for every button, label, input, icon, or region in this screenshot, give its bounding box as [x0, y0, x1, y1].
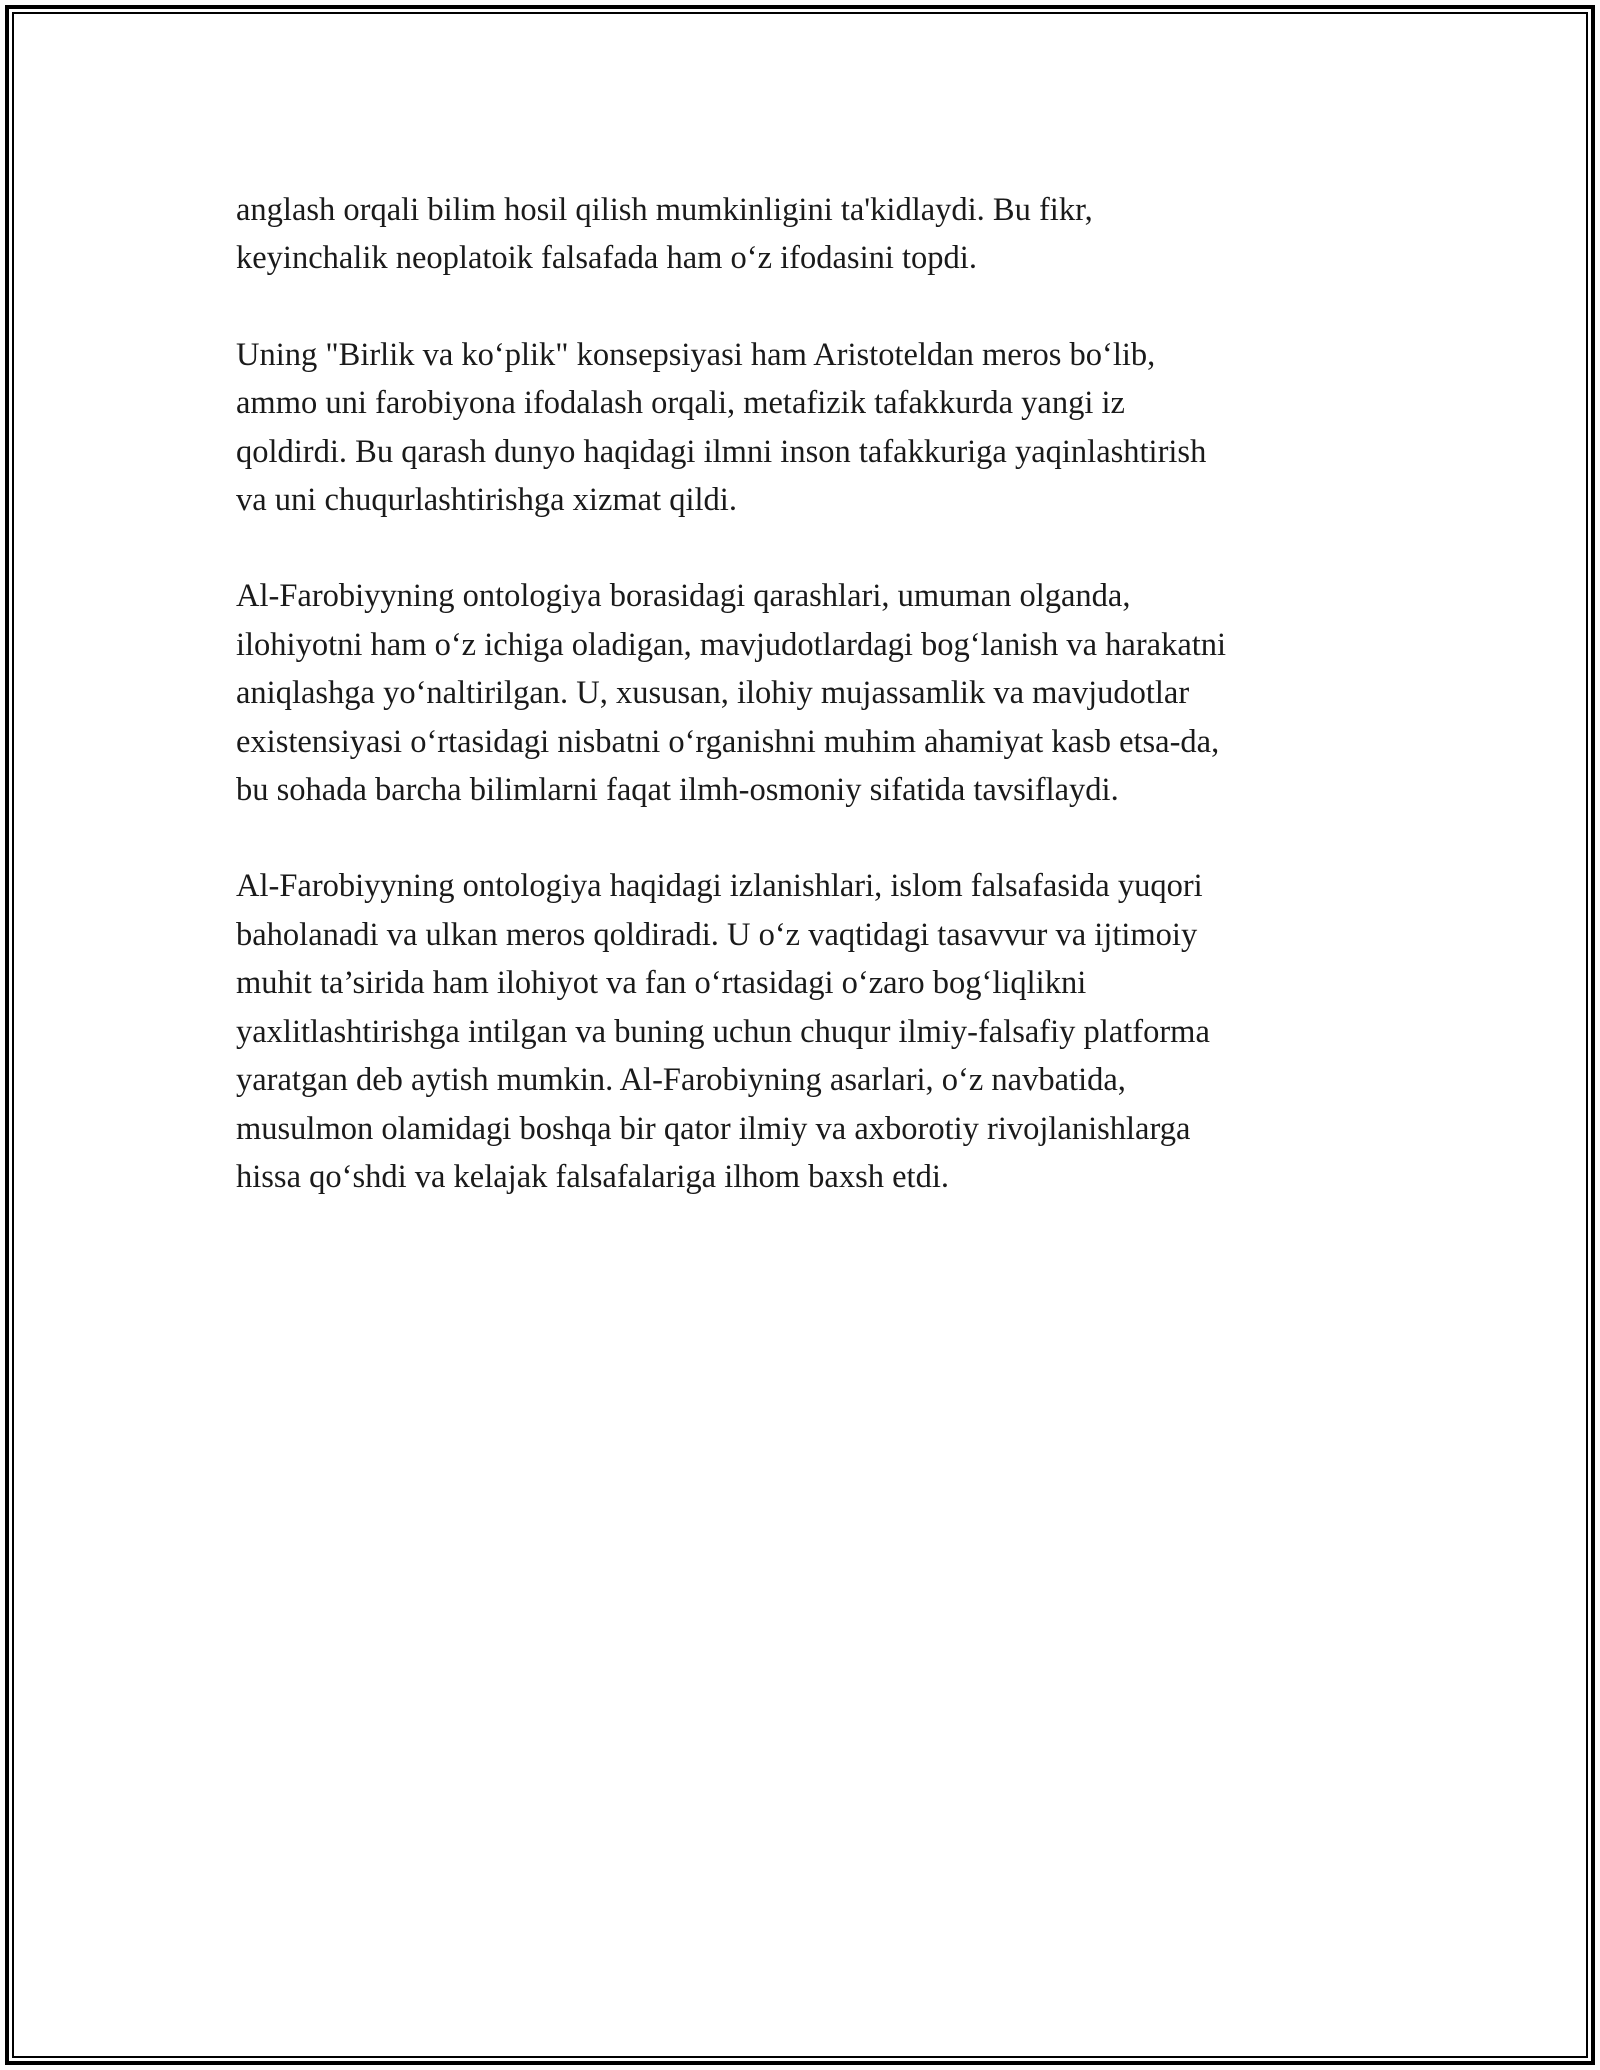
paragraph-1: anglash orqali bilim hosil qilish mumkinligini ta'kidlaydi. Bu fikr, keyinchalik neoplatoik falsafada ham oʻz ifodasini topdi. — [236, 192, 1093, 277]
document-body — [236, 186, 1376, 1249]
paragraph-3: Al-Farobiyyning ontologiya borasidagi qarashlari, umuman olganda, ilohiyotni ham oʻz ichiga oladigan, mavjudotlardagi bogʻlanish va harakatni aniqlashga yoʻnaltirilgan. U, xususan, ilohiy mujassamlik va mavjudotlar existensiyasi oʻrtasidagi nisbatni oʻrganishni muhim ahamiyat kasb etsa-da, bu sohada barcha bilimlarni faqat ilmh-osmoniy sifatida tavsiflaydi. — [236, 578, 1227, 809]
paragraph-2: Uning "Birlik va koʻplik" konsepsiyasi ham Aristoteldan meros boʻlib, ammo uni farobiyona ifodalash orqali, metafizik tafakkurda yangi iz qoldirdi. Bu qarash dunyo haqidagi ilmni inson tafakkuriga yaqinlashtirish va uni chuqurlashtirishga xizmat qildi. — [236, 336, 1207, 519]
paragraph-4: Al-Farobiyyning ontologiya haqidagi izlanishlari, islom falsafasida yuqori baholanadi va ulkan meros qoldiradi. U oʻz vaqtidagi tasavvur va ijtimoiy muhit ta’sirida ham ilohiyot va fan oʻrtasidagi oʻzaro bogʻliqlikni yaxlitlashtirishga intilgan va buning uchun chuqur ilmiy-falsafiy platforma yaratgan deb aytish mumkin. Al-Farobiyning asarlari, oʻz navbatida, musulmon olamidagi boshqa bir qator ilmiy va axborotiy rivojlanishlarga hissa qoʻshdi va kelajak falsafalariga ilhom baxsh etdi. — [236, 868, 1210, 1195]
